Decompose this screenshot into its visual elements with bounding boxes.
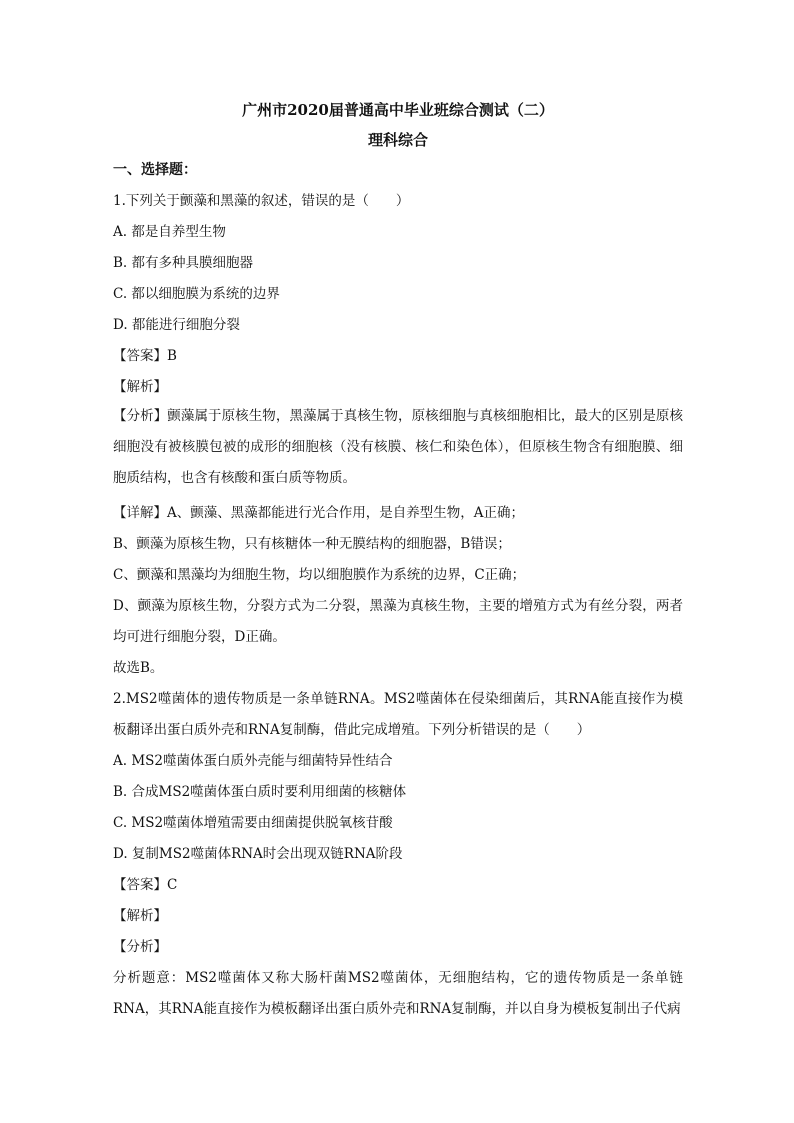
exam-subtitle: 理科综合 (367, 131, 428, 149)
q2-fenxi-label: 【分析】 (113, 939, 167, 955)
q1-detail-d: D、颤藻为原核生物，分裂方式为二分裂，黑藻为真核生物，主要的增殖方式为有丝分裂，两者均可进行细胞分裂，D正确。 (113, 598, 683, 645)
q2-answer: 【答案】C (113, 877, 178, 893)
q1-option-a: A. 都是自养型生物 (113, 224, 226, 240)
q1-option-c: C. 都以细胞膜为系统的边界 (113, 286, 280, 302)
q2-analysis-label: 【解析】 (113, 908, 167, 924)
exam-title: 广州市2020届普通高中毕业班综合测试（二） (242, 101, 554, 119)
q1-detail-c: C、颤藻和黑藻均为细胞生物，均以细胞膜作为系统的边界，C正确； (113, 567, 526, 583)
q1-option-b: B. 都有多种具膜细胞器 (113, 255, 254, 271)
q1-fenxi: 【分析】颤藻属于原核生物，黑藻属于真核生物，原核细胞与真核细胞相比，最大的区别是原核细胞没有被核膜包被的成形的细胞核（没有核膜、核仁和染色体），但原核生物含有细胞膜、细胞质结构，也含有核酸和蛋白质等物质。 (113, 408, 683, 486)
q1-option-d: D. 都能进行细胞分裂 (113, 317, 240, 333)
q1-stem: 1.下列关于颤藻和黑藻的叙述，错误的是（ ） (113, 193, 410, 209)
q1-analysis-label: 【解析】 (113, 379, 167, 395)
q1-conclusion: 故选B。 (113, 660, 164, 676)
q1-answer: 【答案】B (113, 348, 177, 364)
q1-detail-b: B、颤藻为原核生物，只有核糖体一种无膜结构的细胞器，B错误； (113, 536, 511, 552)
q2-fenxi-text: 分析题意：MS2噬菌体又称大肠杆菌MS2噬菌体，无细胞结构，它的遗传物质是一条单链RNA，其RNA能直接作为模板翻译出蛋白质外壳和RNA复制酶，并以自身为模板复制出子代病 (113, 970, 683, 1017)
q2-option-b: B. 合成MS2噬菌体蛋白质时要利用细菌的核糖体 (113, 784, 407, 800)
exam-page (113, 100, 683, 1025)
section-heading: 一、选择题： (113, 162, 197, 178)
q2-option-a: A. MS2噬菌体蛋白质外壳能与细菌特异性结合 (113, 753, 393, 769)
q2-stem: 2.MS2噬菌体的遗传物质是一条单链RNA。MS2噬菌体在侵染细菌后，其RNA能直接作为模板翻译出蛋白质外壳和RNA复制酶，借此完成增殖。下列分析错误的是（ ） (113, 691, 683, 738)
q2-option-c: C. MS2噬菌体增殖需要由细菌提供脱氧核苷酸 (113, 815, 393, 831)
q2-option-d: D. 复制MS2噬菌体RNA时会出现双链RNA阶段 (113, 846, 403, 862)
q1-detail-a: 【详解】A、颤藻、黑藻都能进行光合作用，是自养型生物，A正确； (113, 505, 524, 521)
